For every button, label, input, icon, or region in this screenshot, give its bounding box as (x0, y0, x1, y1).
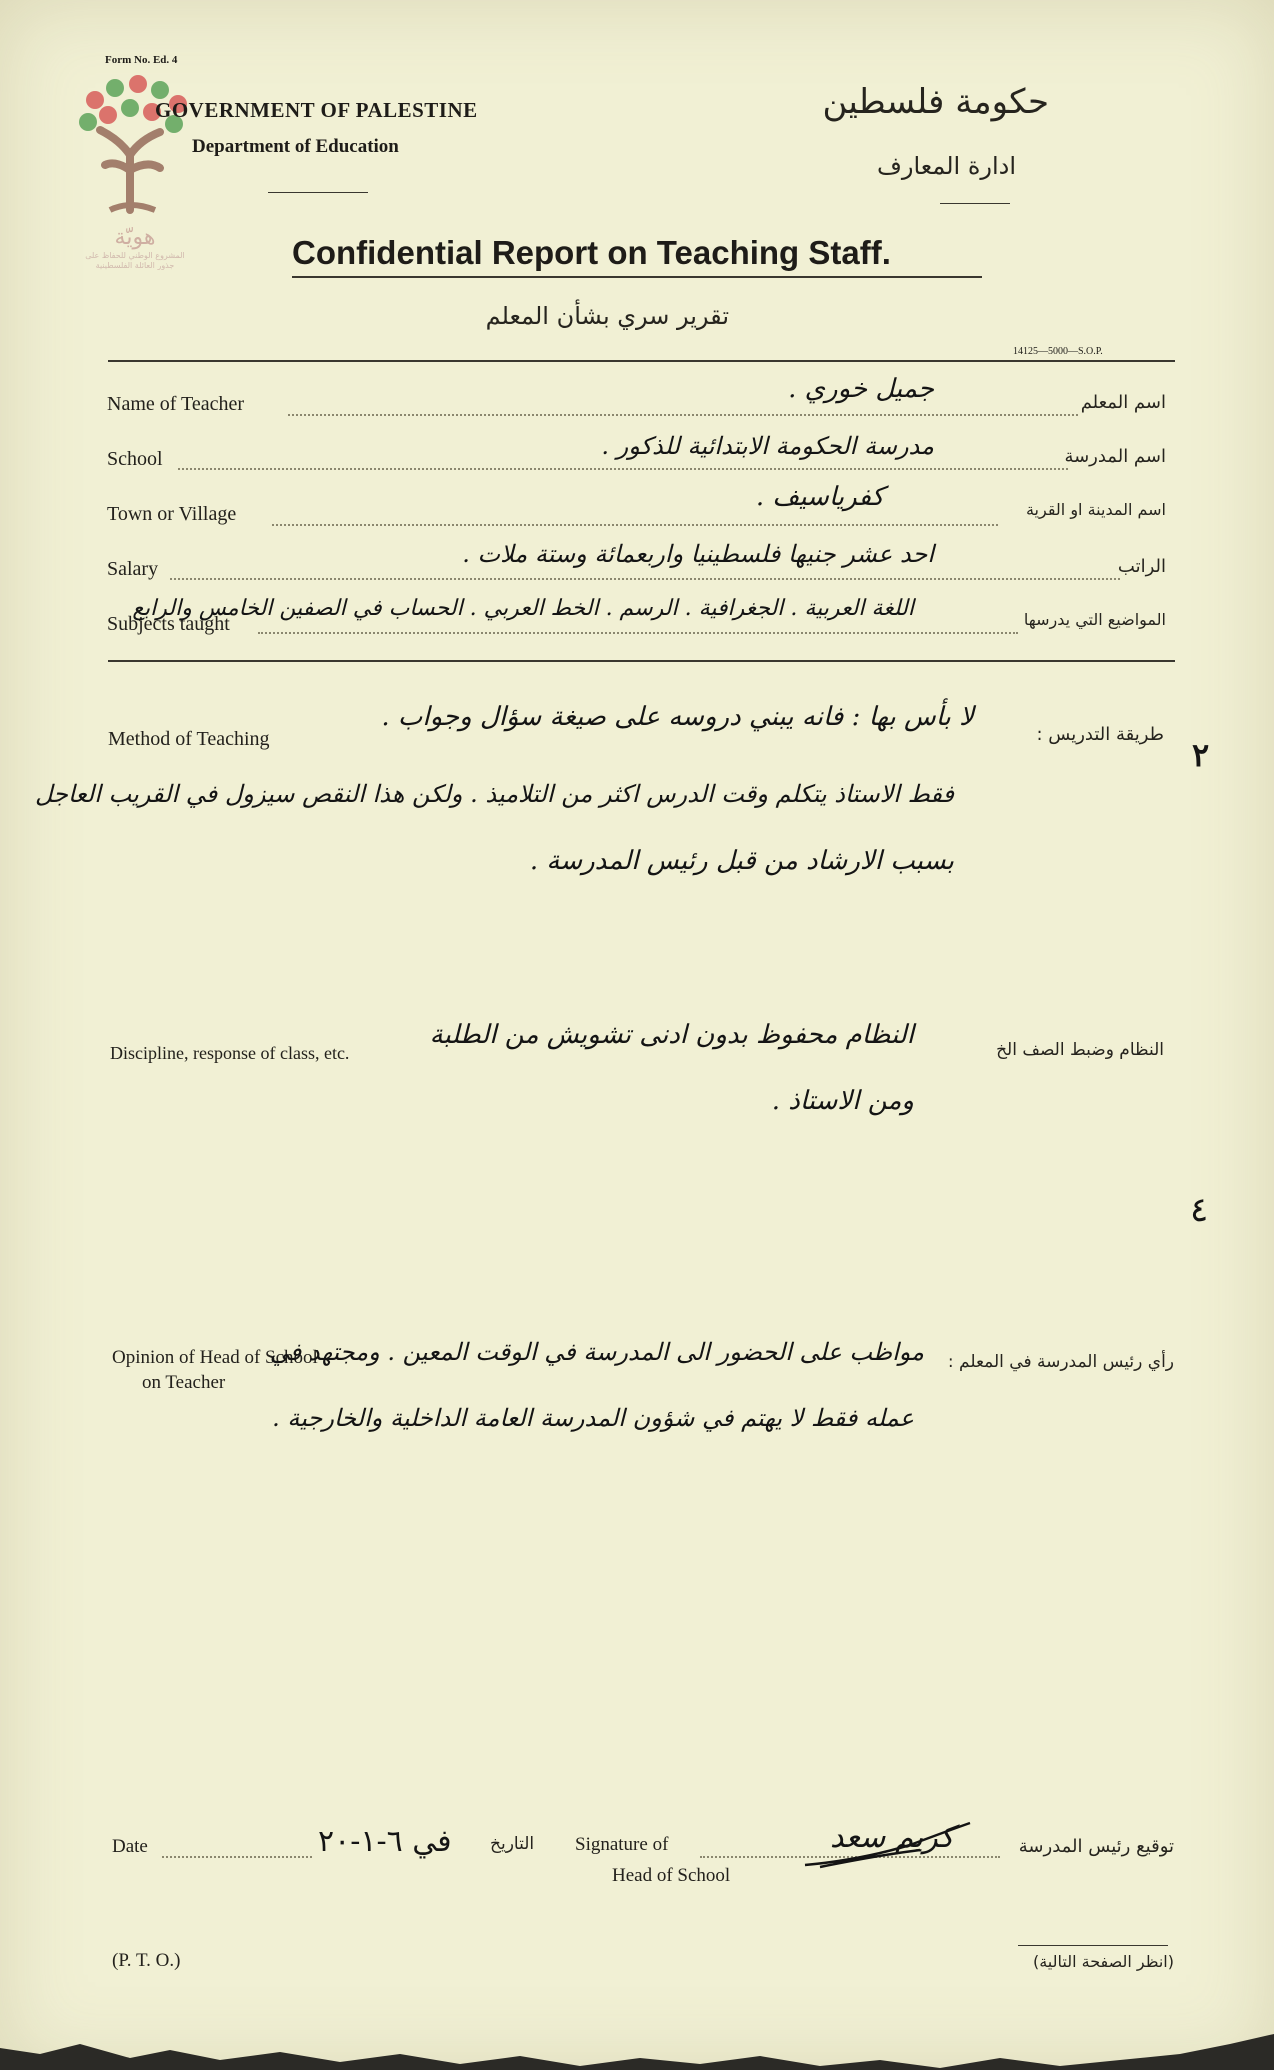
name-value: جميل خوري . (788, 374, 934, 404)
government-title-en: GOVERNMENT OF PALESTINE (155, 98, 478, 122)
discipline-line-1: النظام محفوظ بدون ادنى تشويش من الطلبة (429, 1020, 914, 1050)
subjects-value: اللغة العربية . الجغرافية . الرسم . الخط العربي . الحساب في الصفين الخامس والرابع (132, 596, 914, 621)
method-label-en: Method of Teaching (108, 728, 270, 750)
margin-mark-2: ٤ (1190, 1190, 1209, 1230)
name-label-en: Name of Teacher (107, 393, 245, 415)
subjects-label-ar: المواضيع التي يدرسها (1023, 610, 1166, 629)
title-underline (292, 276, 982, 278)
school-label-ar: اسم المدرسة (1064, 446, 1166, 467)
pto-en: (P. T. O.) (112, 1950, 181, 1971)
town-label-en: Town or Village (107, 503, 237, 525)
watermark-name: هويّة (114, 225, 156, 250)
opinion-line-2: عمله فقط لا يهتم في شؤون المدرسة العامة الداخلية والخارجية . (272, 1404, 914, 1432)
watermark-line-1: المشروع الوطني للحفاظ على (85, 251, 185, 260)
method-line-1: لا بأس بها : فانه يبني دروسه على صيغة سؤال وجواب . (381, 702, 974, 732)
method-line-3: بسبب الارشاد من قبل رئيس المدرسة . (529, 846, 954, 876)
print-code: 14125—5000—S.O.P. (1013, 346, 1103, 357)
form-number: Form No. Ed. 4 (105, 54, 178, 66)
signature-stroke-icon (800, 1815, 980, 1875)
report-title-ar: تقرير سري بشأن المعلم (485, 302, 729, 330)
opinion-label-ar: رأي رئيس المدرسة في المعلم : (947, 1352, 1174, 1372)
pto-ar: (انظر الصفحة التالية) (1032, 1952, 1174, 1971)
department-title-en: Department of Education (192, 136, 399, 157)
discipline-line-2: ومن الاستاذ . (771, 1086, 914, 1116)
date-value: في ٦-١-٢٠ (318, 1824, 452, 1859)
opinion-label-en-1: Opinion of Head of School (112, 1347, 318, 1368)
opinion-label-en-2: on Teacher (142, 1372, 226, 1393)
top-rule (108, 360, 1175, 362)
method-label-ar: طريقة التدريس : (1036, 724, 1164, 745)
signature-label-en-2: Head of School (612, 1865, 731, 1886)
signature-label-en-1: Signature of (575, 1834, 669, 1855)
torn-edge (0, 2030, 1274, 2070)
town-label-ar: اسم المدينة او القرية (1025, 500, 1166, 519)
salary-label-en: Salary (107, 558, 159, 580)
header-divider-right (940, 203, 1010, 204)
town-value: كفرياسيف . (755, 482, 884, 512)
method-line-2: فقط الاستاذ يتكلم وقت الدرس اكثر من التلاميذ . ولكن هذا النقص سيزول في القريب العاجل (35, 780, 954, 808)
tree-logo-icon (60, 60, 210, 220)
margin-mark-1: ٢ (1192, 736, 1210, 774)
discipline-label-en: Discipline, response of class, etc. (110, 1043, 350, 1063)
salary-dotted-line (170, 578, 1120, 580)
department-title-ar: ادارة المعارف (876, 152, 1016, 180)
salary-value: احد عشر جنيها فلسطينيا واربعمائة وستة ملات . (462, 540, 934, 568)
watermark-line-2: جذور العائلة الفلسطينية (95, 261, 175, 270)
school-label-en: School (107, 448, 163, 470)
signature-value: كريم سعد (830, 1820, 955, 1855)
school-dotted-line (178, 468, 1068, 470)
pto-ar-overline (1018, 1945, 1168, 1946)
school-value: مدرسة الحكومة الابتدائية للذكور . (601, 432, 934, 460)
subjects-dotted-line (258, 632, 1018, 634)
subjects-label-en: Subjects taught (107, 613, 230, 635)
name-label-ar: اسم المعلم (1080, 392, 1166, 413)
signature-label-ar: توقيع رئيس المدرسة (1018, 1836, 1174, 1857)
date-label-en: Date (112, 1836, 148, 1857)
government-title-ar: حكومة فلسطين (822, 82, 1049, 122)
discipline-label-ar: النظام وضبط الصف الخ (996, 1040, 1164, 1060)
fields-bottom-rule (108, 660, 1175, 662)
salary-label-ar: الراتب (1117, 556, 1166, 577)
header-divider-left (268, 192, 368, 193)
date-dotted-line (162, 1856, 312, 1858)
watermark-logo (60, 60, 210, 290)
town-dotted-line (272, 524, 998, 526)
name-dotted-line (288, 414, 1078, 416)
opinion-line-1: مواظب على الحضور الى المدرسة في الوقت المعين . ومجتهد في (269, 1338, 924, 1366)
report-title-en: Confidential Report on Teaching Staff. (292, 234, 891, 271)
date-label-ar: التاريخ (490, 1834, 535, 1854)
